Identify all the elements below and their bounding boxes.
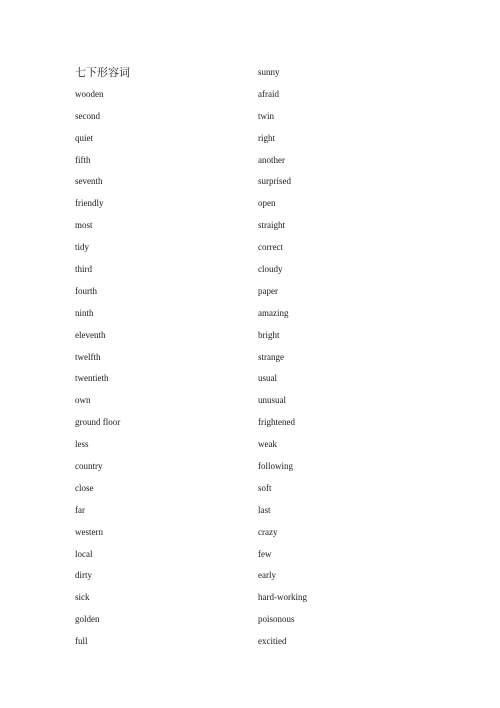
word-item: poisonous: [258, 614, 295, 625]
word-item: ninth: [75, 307, 94, 318]
word-item: excitied: [258, 636, 287, 647]
word-item: full: [75, 636, 88, 647]
word-item: few: [258, 548, 272, 559]
word-item: sick: [75, 592, 90, 603]
word-item: western: [75, 526, 103, 537]
word-item: cloudy: [258, 264, 283, 275]
word-item: afraid: [258, 88, 279, 99]
word-item: surprised: [258, 176, 291, 187]
word-item: eleventh: [75, 329, 106, 340]
word-item: quiet: [75, 132, 93, 143]
word-item: frightened: [258, 417, 295, 428]
word-item: seventh: [75, 176, 103, 187]
word-item: strange: [258, 351, 284, 362]
word-item: friendly: [75, 198, 104, 209]
word-item: most: [75, 220, 93, 231]
word-item: golden: [75, 614, 100, 625]
word-item: twin: [258, 110, 275, 121]
word-item: open: [258, 198, 276, 209]
word-item: fourth: [75, 285, 97, 296]
word-item: less: [75, 439, 89, 450]
word-item: amazing: [258, 307, 289, 318]
word-item: following: [258, 461, 293, 472]
word-item: last: [258, 504, 271, 515]
word-item: dirty: [75, 570, 92, 581]
word-item: twelfth: [75, 351, 101, 362]
word-item: paper: [258, 285, 278, 296]
page-title: 七下形容词: [75, 66, 130, 79]
word-item: country: [75, 461, 103, 472]
word-item: usual: [258, 373, 277, 384]
word-item: another: [258, 154, 285, 165]
word-item: fifth: [75, 154, 91, 165]
word-item: soft: [258, 482, 272, 493]
word-item: hard-working: [258, 592, 307, 603]
word-item: far: [75, 504, 85, 515]
word-item: wooden: [75, 88, 104, 99]
word-item: unusual: [258, 395, 286, 406]
word-item: correct: [258, 242, 283, 253]
word-item: bright: [258, 329, 280, 340]
word-item: close: [75, 482, 94, 493]
word-item: straight: [258, 220, 285, 231]
word-item: right: [258, 132, 275, 143]
word-item: third: [75, 264, 92, 275]
word-item: ground floor: [75, 417, 121, 428]
left-word-column: [75, 62, 245, 653]
word-item: early: [258, 570, 276, 581]
word-item: sunny: [258, 67, 280, 77]
word-item: own: [75, 395, 91, 406]
word-item: second: [75, 110, 100, 121]
right-word-column: [258, 62, 428, 653]
word-item: crazy: [258, 526, 278, 537]
word-item: weak: [258, 439, 277, 450]
word-item: twentieth: [75, 373, 109, 384]
word-item: tidy: [75, 242, 90, 253]
word-item: local: [75, 548, 93, 559]
